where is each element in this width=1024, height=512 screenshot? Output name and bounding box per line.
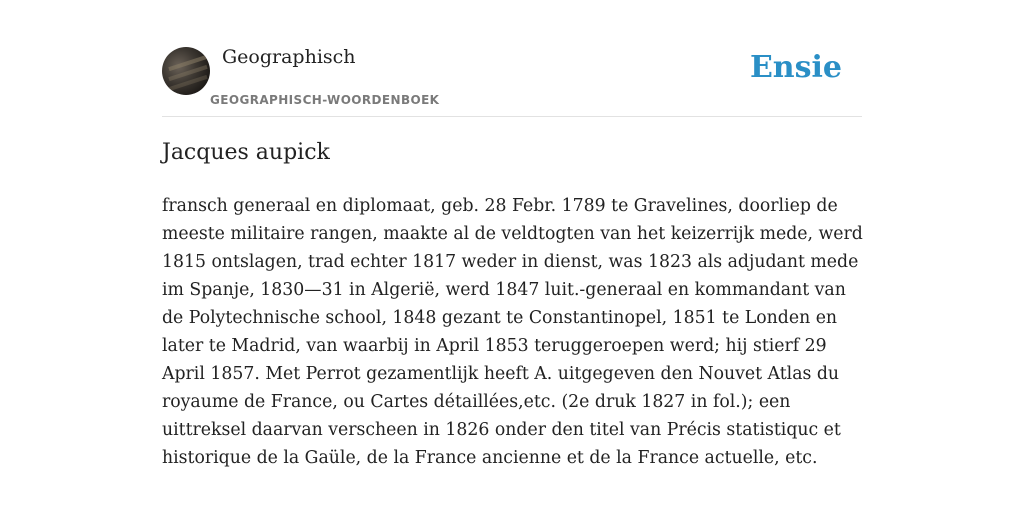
source-avatar[interactable]	[162, 47, 210, 95]
source-tag-link[interactable]: GEOGRAPHISCH-WOORDENBOEK	[210, 93, 440, 107]
source-name-link[interactable]: Geographisch	[222, 46, 356, 68]
brand-logo-link[interactable]: Ensie	[749, 50, 842, 85]
entry-title: Jacques aupick	[162, 140, 330, 165]
header	[162, 40, 862, 117]
entry-body: fransch generaal en diplomaat, geb. 28 Febr. 1789 te Gravelines, doorliep de meeste militaire rangen, maakte al de veldtogten van het keizerrijk mede, werd 1815 ontslagen, trad echter 1817 weder in dienst, was 1823 als adjudant mede im Spanje, 1830—31 in Algerië, werd 1847 luit.-generaal en kommandant van de Polytechnische school, 1848 gezant te Constantinopel, 1851 te Londen en later te Madrid, van waarbij in April 1853 teruggeroepen werd; hij stierf 29 April 1857. Met Perrot gezamentlijk heeft A. uitgegeven den Nouvet Atlas du royaume de France, ou Cartes détaillées,etc. (2e druk 1827 in fol.); een uittreksel daarvan verscheen in 1826 onder den titel van Précis statistiquc et historique de la Gaüle, de la France ancienne et de la France actuelle, etc.	[162, 196, 863, 468]
